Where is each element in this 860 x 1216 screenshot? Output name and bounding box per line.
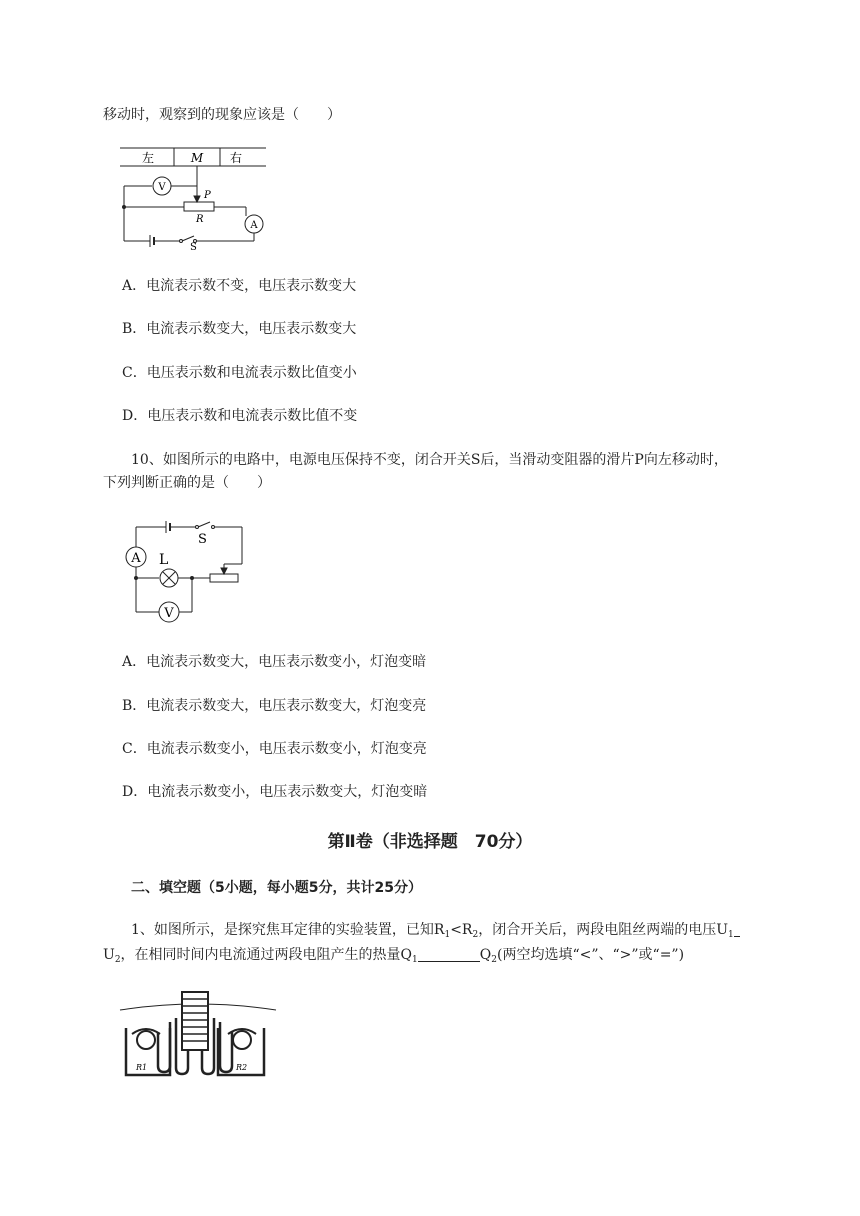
q9-option-a: A．电流表示数不变，电压表示数变大 bbox=[122, 278, 357, 294]
q9-slider-label: P bbox=[204, 190, 211, 201]
fill1-blank2[interactable] bbox=[418, 949, 480, 962]
fill1-line2-u: U bbox=[103, 947, 115, 963]
q10-voltmeter-label: V bbox=[164, 606, 174, 621]
q9-resistor-label: R bbox=[196, 214, 204, 225]
fill1-blank1[interactable] bbox=[734, 924, 740, 937]
q10-switch-label: S bbox=[198, 532, 207, 547]
q9-option-c: C．电压表示数和电流表示数比值变小 bbox=[122, 365, 357, 381]
q9-voltmeter-label: V bbox=[158, 182, 166, 193]
fill1-line2-b: Q bbox=[479, 947, 492, 963]
q9-circuit-figure bbox=[118, 146, 268, 250]
q9-option-b: B．电流表示数变大，电压表示数变大 bbox=[122, 321, 357, 337]
q9-label-left: 左 bbox=[141, 151, 155, 165]
fill1-sub4: 2 bbox=[114, 955, 121, 965]
q10-lamp-label: L bbox=[159, 552, 169, 568]
fill1-sub6: 2 bbox=[491, 955, 497, 965]
q10-ammeter-label: A bbox=[131, 551, 141, 566]
joule-apparatus-figure bbox=[118, 990, 278, 1080]
fill1-stem-line1 bbox=[131, 921, 740, 944]
q10-option-c: C．电流表示数变小，电压表示数变小，灯泡变亮 bbox=[122, 741, 427, 757]
section2-subtitle: 二、填空题（5小题，每小题5分，共计25分） bbox=[131, 880, 422, 896]
fill1-sub1: 1 bbox=[444, 930, 451, 940]
q10-option-b: B．电流表示数变大，电压表示数变大，灯泡变亮 bbox=[122, 698, 427, 714]
fill1-part1: 1、如图所示，是探究焦耳定律的实验装置，已知R bbox=[131, 922, 445, 938]
fill1-part3: ，闭合开关后，两段电阻丝两端的电压U bbox=[478, 922, 729, 938]
q9-label-mid: M bbox=[190, 151, 204, 165]
section2-title: 第Ⅱ卷（非选择题 70分） bbox=[327, 832, 533, 852]
fill1-sub3: 1 bbox=[728, 930, 734, 940]
fill1-line2-c: (两空均选填“<”、“>”或“=”) bbox=[496, 947, 685, 963]
q9-stem-tail: 移动时，观察到的现象应该是（ ） bbox=[103, 107, 341, 123]
q9-ammeter-label: A bbox=[250, 220, 258, 231]
q10-stem-line2: 下列判断正确的是（ ） bbox=[103, 475, 271, 491]
q9-label-right: 右 bbox=[229, 151, 243, 165]
joule-r2-label: R2 bbox=[236, 1063, 248, 1072]
fill1-stem-line2 bbox=[103, 946, 684, 969]
fill1-sub2: 2 bbox=[472, 930, 479, 940]
q10-circuit-figure bbox=[120, 520, 250, 625]
q10-option-d: D．电流表示数变小，电压表示数变大，灯泡变暗 bbox=[122, 784, 428, 800]
q10-option-a: A．电流表示数变大，电压表示数变小，灯泡变暗 bbox=[122, 654, 427, 670]
fill1-line2-a: ，在相同时间内电流通过两段电阻产生的热量Q bbox=[120, 947, 413, 963]
fill1-part2: <R bbox=[450, 922, 473, 938]
q10-stem-line1: 10、如图所示的电路中，电源电压保持不变，闭合开关S后，当滑动变阻器的滑片P向左移动时， bbox=[131, 452, 728, 468]
joule-r1-label: R1 bbox=[136, 1063, 148, 1072]
q9-option-d: D．电压表示数和电流表示数比值不变 bbox=[122, 408, 358, 424]
q9-switch-label: S bbox=[190, 242, 197, 250]
fill1-sub5: 1 bbox=[412, 955, 418, 965]
